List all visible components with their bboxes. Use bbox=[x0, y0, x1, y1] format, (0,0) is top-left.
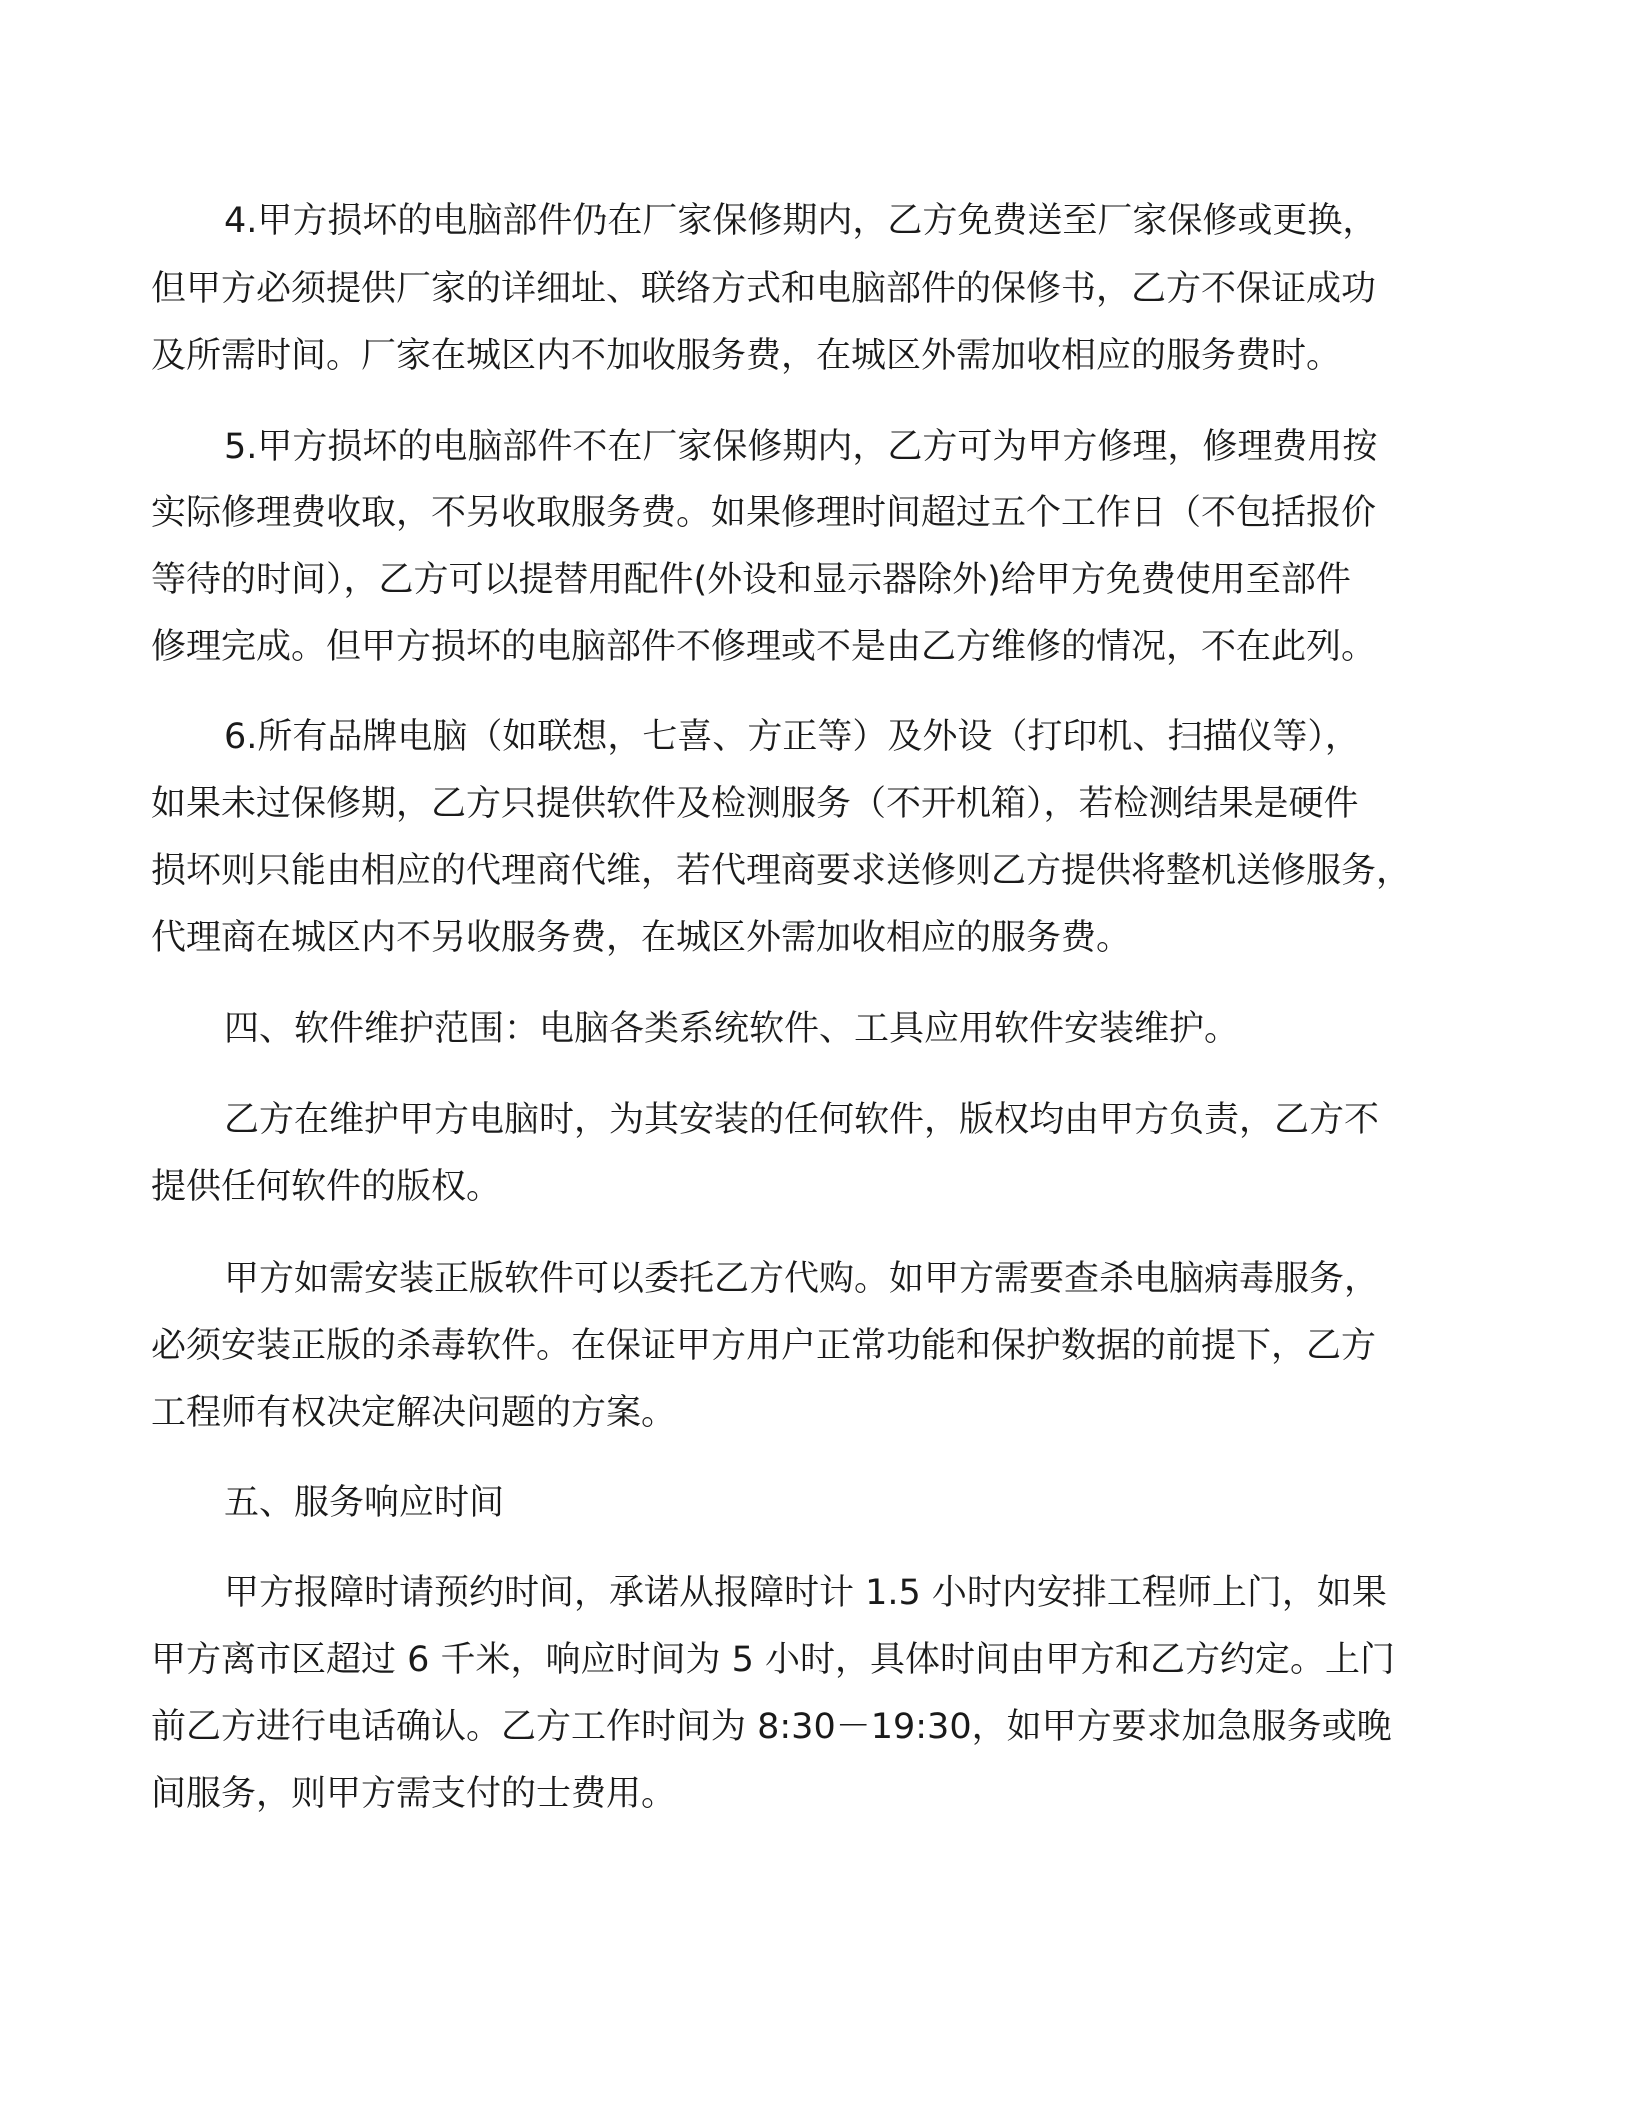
line-text: 5.甲方损坏的电脑部件不在厂家保修期内，乙方可为甲方修理，修理费用按 bbox=[224, 427, 1378, 467]
line-text: 但甲方必须提供厂家的详细址、联络方式和电脑部件的保修书，乙方不保证成功 bbox=[151, 269, 1377, 309]
line-text: 必须安装正版的杀毒软件。在保证甲方用户正常功能和保护数据的前提下，乙方 bbox=[151, 1326, 1377, 1366]
line-text: 乙方在维护甲方电脑时，为其安装的任何软件，版权均由甲方负责，乙方不 bbox=[224, 1100, 1380, 1140]
line-text: 损坏则只能由相应的代理商代维，若代理商要求送修则乙方提供将整机送修服务， bbox=[151, 851, 1412, 891]
line-text: 工程师有权决定解决问题的方案。 bbox=[151, 1393, 677, 1433]
line-text: 提供任何软件的版权。 bbox=[151, 1167, 502, 1207]
line-text: 等待的时间），乙方可以提替用配件(外设和显示器除外)给甲方免费使用至部件 bbox=[151, 560, 1351, 600]
line-text: 前乙方进行电话确认。乙方工作时间为 8:30－19:30，如甲方要求加急服务或晚 bbox=[151, 1707, 1392, 1747]
line-text: 6.所有品牌电脑（如联想，七喜、方正等）及外设（打印机、扫描仪等）， bbox=[224, 717, 1360, 757]
line-text: 如果未过保修期，乙方只提供软件及检测服务（不开机箱），若检测结果是硬件 bbox=[151, 784, 1359, 824]
line-text: 实际修理费收取，不另收取服务费。如果修理时间超过五个工作日（不包括报价 bbox=[151, 493, 1377, 533]
line-text: 4.甲方损坏的电脑部件仍在厂家保修期内，乙方免费送至厂家保修或更换， bbox=[224, 201, 1378, 241]
line-text: 甲方离市区超过 6 千米，响应时间为 5 小时，具体时间由甲方和乙方约定。上门 bbox=[151, 1640, 1396, 1680]
line-text: 及所需时间。厂家在城区内不加收服务费，在城区外需加收相应的服务费时。 bbox=[151, 336, 1342, 376]
line-text: 代理商在城区内不另收服务费，在城区外需加收相应的服务费。 bbox=[151, 918, 1132, 958]
line-text: 间服务，则甲方需支付的士费用。 bbox=[151, 1774, 677, 1814]
line-text: 甲方报障时请预约时间，承诺从报障时计 1.5 小时内安排工程师上门，如果 bbox=[224, 1573, 1387, 1613]
line-text: 五、服务响应时间 bbox=[224, 1483, 505, 1523]
line-text: 修理完成。但甲方损坏的电脑部件不修理或不是由乙方维修的情况，不在此列。 bbox=[151, 627, 1377, 667]
line-text: 四、软件维护范围：电脑各类系统软件、工具应用软件安装维护。 bbox=[224, 1009, 1240, 1049]
line-text: 甲方如需安装正版软件可以委托乙方代购。如甲方需要查杀电脑病毒服务， bbox=[224, 1259, 1380, 1299]
